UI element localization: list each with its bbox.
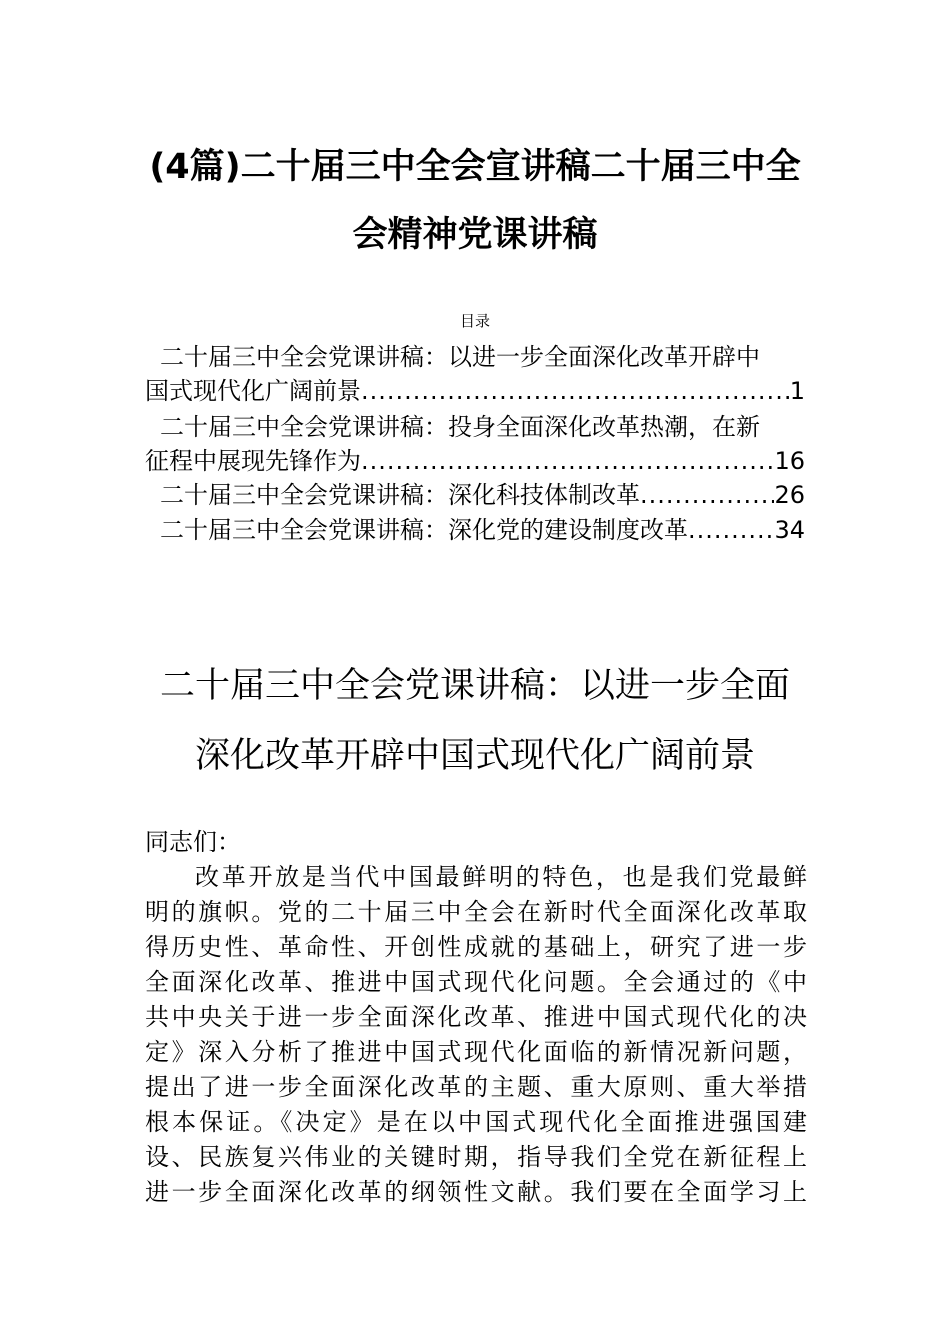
toc-entry-3[interactable] <box>160 481 805 509</box>
toc-entry-3-page: 26 <box>774 481 805 509</box>
toc-entry-1-page: 1 <box>789 377 805 405</box>
body-line: 明的旗帜。党的二十届三中全会在新时代全面深化改革取 <box>145 898 807 926</box>
toc-entry-2-line-2: 征程中展现先锋作为 <box>145 447 361 475</box>
toc-entry-1[interactable] <box>145 377 805 405</box>
section-title-line-1: 二十届三中全会党课讲稿：以进一步全面 <box>159 666 790 706</box>
toc-entry-1-line-1[interactable]: 二十届三中全会党课讲稿：以进一步全面深化改革开辟中 <box>160 343 760 371</box>
toc-leader-dots <box>688 516 774 544</box>
toc-leader-dots <box>361 447 774 475</box>
toc-entry-4-page: 34 <box>774 516 805 544</box>
toc-entry-3-title: 二十届三中全会党课讲稿：深化科技体制改革 <box>160 481 640 509</box>
toc-entry-2-line-1[interactable]: 二十届三中全会党课讲稿：投身全面深化改革热潮，在新 <box>160 413 760 441</box>
body-line: 设、民族复兴伟业的关键时期，指导我们全党在新征程上 <box>145 1143 807 1171</box>
salutation: 同志们： <box>145 828 241 856</box>
toc-entry-4[interactable] <box>160 516 805 544</box>
toc-leader-dots <box>640 481 774 509</box>
section-title-line-2: 深化改革开辟中国式现代化广阔前景 <box>194 736 755 776</box>
body-line: 提出了进一步全面深化改革的主题、重大原则、重大举措 <box>145 1073 807 1101</box>
toc-entry-2-page: 16 <box>774 447 805 475</box>
document-title-line-1: (4篇)二十届三中全会宣讲稿二十届三中全 <box>149 147 801 187</box>
toc-entry-4-title: 二十届三中全会党课讲稿：深化党的建设制度改革 <box>160 516 688 544</box>
body-line: 得历史性、革命性、开创性成就的基础上，研究了进一步 <box>145 933 807 961</box>
document-title-line-2: 会精神党课讲稿 <box>352 215 598 255</box>
body-line: 根本保证。《决定》是在以中国式现代化全面推进强国建 <box>145 1108 807 1136</box>
body-line: 全面深化改革、推进中国式现代化问题。全会通过的《中 <box>145 968 807 996</box>
body-line: 定》深入分析了推进中国式现代化面临的新情况新问题， <box>145 1038 807 1066</box>
toc-entry-1-line-2: 国式现代化广阔前景 <box>145 377 361 405</box>
toc-leader-dots <box>361 377 790 405</box>
body-line: 共中央关于进一步全面深化改革、推进中国式现代化的决 <box>145 1003 807 1031</box>
body-line: 进一步全面深化改革的纲领性文献。我们要在全面学习上 <box>145 1178 807 1206</box>
toc-entry-2[interactable] <box>145 447 805 475</box>
toc-heading: 目录 <box>459 312 490 330</box>
body-line: 改革开放是当代中国最鲜明的特色，也是我们党最鲜 <box>195 863 807 891</box>
